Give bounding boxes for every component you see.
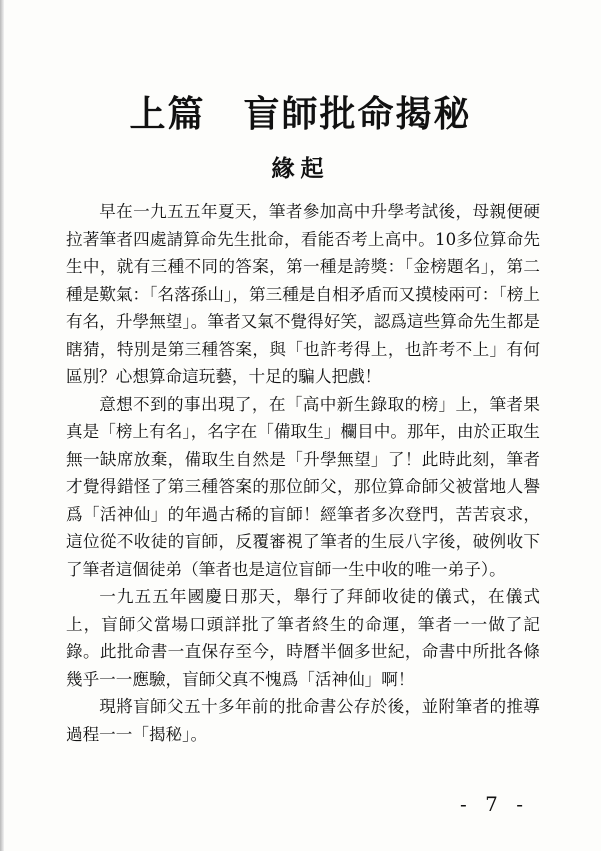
paragraph-3: 一九五五年國慶日那天，舉行了拜師收徒的儀式，在儀式上，盲師父當場口頭詳批了筆者終生的命運，筆者一一做了記錄。此批命書一直保存至今，時曆半個多世紀，命書中所批各條幾乎一一應驗，盲師父真不愧爲「活神仙」啊！ xyxy=(66,587,540,689)
chapter-title: 上篇 盲師批命揭秘 xyxy=(129,94,472,135)
paragraph-1: 早在一九五五年夏天，筆者參加高中升學考試後，母親便硬拉著筆者四處請算命先生批命，看能否考上高中。10多位算命先生中，就有三種不同的答案，第一種是誇獎：「金榜題名」，第二種是歎氣：「名落孫山」，第三種是自相矛盾而又摸棱兩可：「榜上有名，升學無望」。筆者又氣不覺得好笑，認爲這些算命先生都是瞎猜，特別是第三種答案，與「也許考得上，也許考不上」有何區別？心想算命這玩藝，十足的騙人把戲！ xyxy=(66,202,540,386)
paragraph-4: 現將盲師父五十多年前的批命書公存於後，並附筆者的推導過程一一「揭秘」。 xyxy=(66,697,540,744)
body-text xyxy=(66,198,540,748)
section-title: 緣起 xyxy=(271,155,330,182)
paragraph-2: 意想不到的事出現了，在「高中新生錄取的榜」上，筆者果真是「榜上有名」，名字在「備取生」欄目中。那年，由於正取生無一缺席放棄，備取生自然是「升學無望」了！此時此刻，筆者才覺得錯怪了第三種答案的那位師父，那位算命師父被當地人譽爲「活神仙」的年過古稀的盲師！經筆者多次登門，苦苦哀求，這位從不收徒的盲師，反覆審視了筆者的生辰八字後，破例收下了筆者這個徒弟（筆者也是這位盲師一生中收的唯一弟子）。 xyxy=(66,394,540,579)
page-number: - 7 - xyxy=(460,792,529,816)
